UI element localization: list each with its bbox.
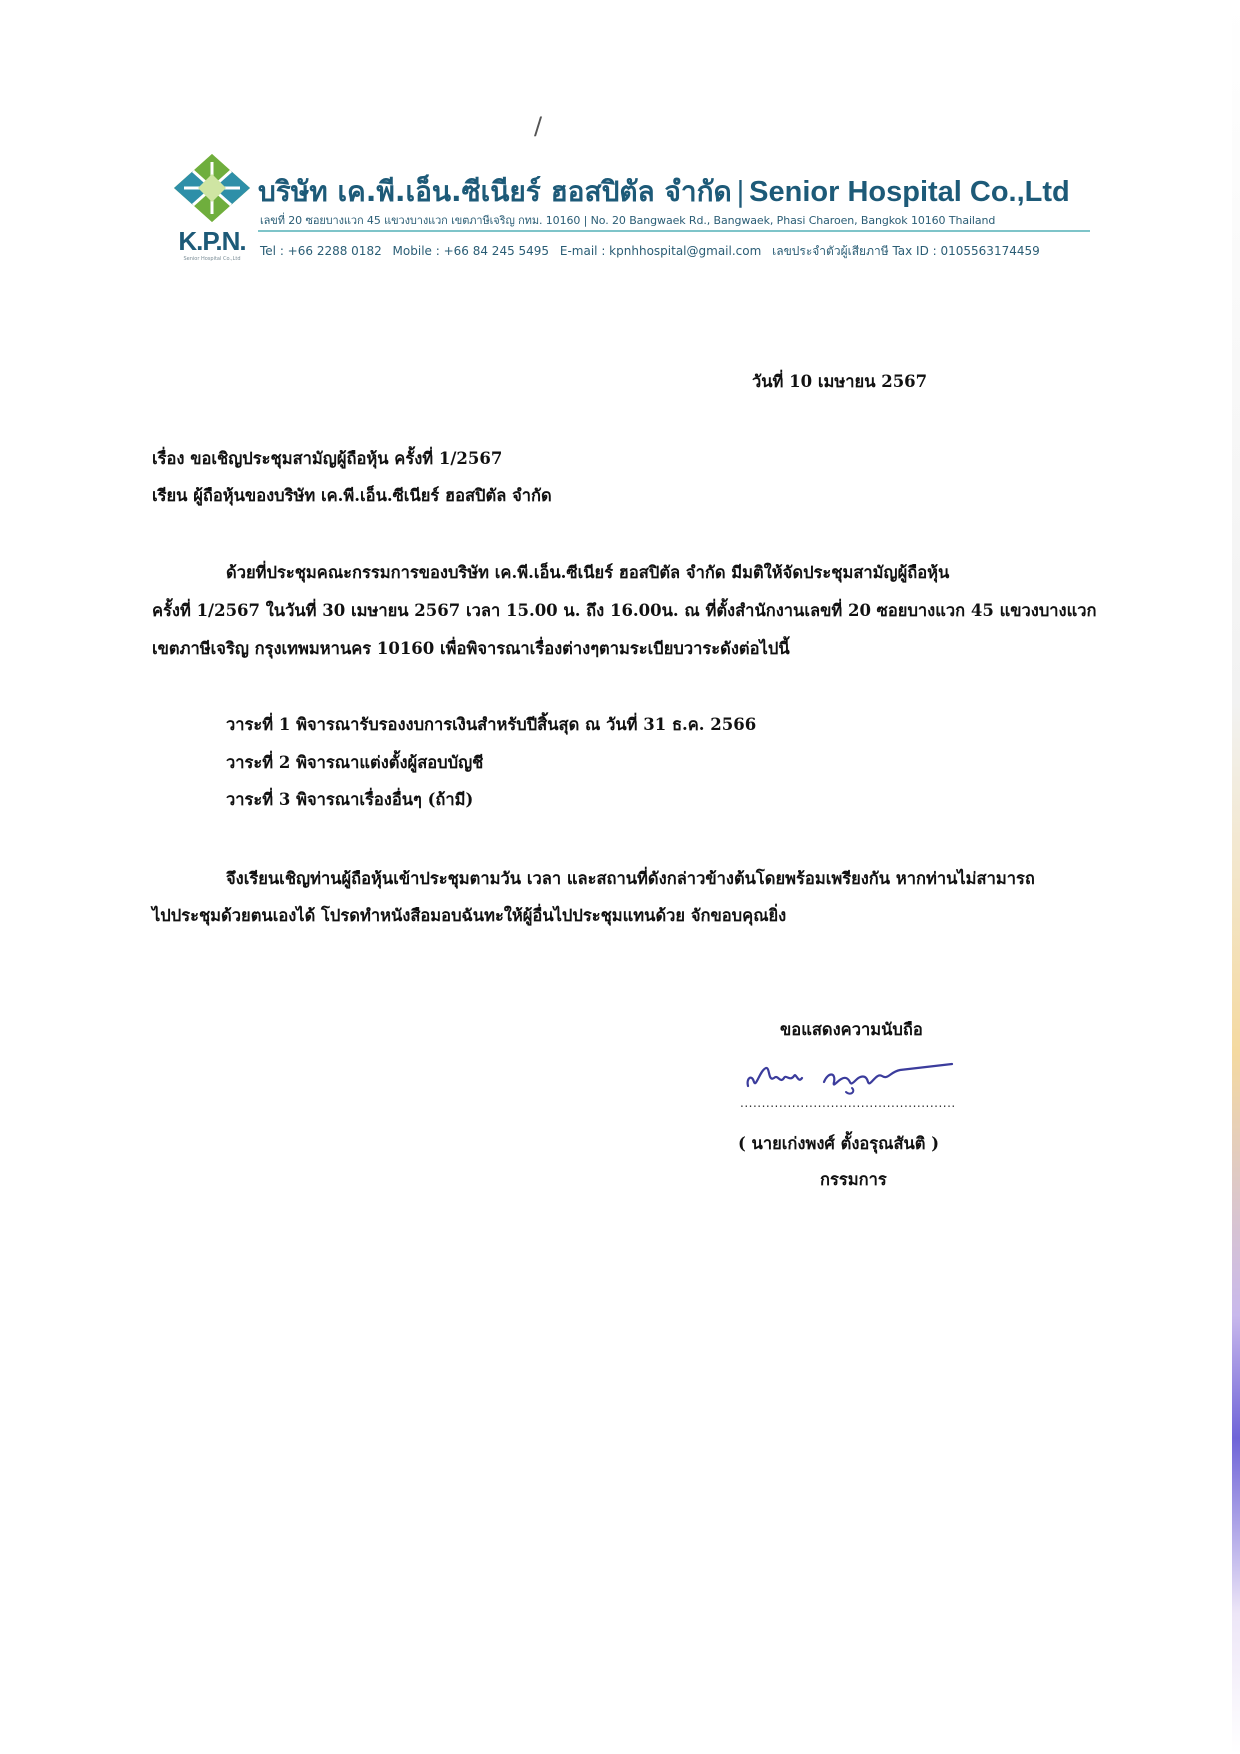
letter-date: วันที่ 10 เมษายน 2567 <box>752 372 928 391</box>
company-address: เลขที่ 20 ซอยบางแวก 45 แขวงบางแวก เขตภาษีเจริญ กทม. 10160 | No. 20 Bangwaek Rd., Bangwaek, Phasi Charoen, Bangkok 10160 Thailand <box>260 214 996 227</box>
tax-id: เลขประจำตัวผู้เสียภาษี Tax ID : 0105563174459 <box>772 244 1040 258</box>
title-separator: | <box>735 175 746 208</box>
closing-phrase: ขอแสดงความนับถือ <box>780 1020 923 1039</box>
agenda-item-3: วาระที่ 3 พิจารณาเรื่องอื่นๆ (ถ้ามี) <box>226 790 474 809</box>
handwritten-slash-mark: / <box>534 112 543 140</box>
letter-subject: เรื่อง ขอเชิญประชุมสามัญผู้ถือหุ้น ครั้งที่ 1/2567 <box>152 449 503 468</box>
company-name-english: Senior Hospital Co.,Ltd <box>749 176 1070 208</box>
signature-line: .................................................. <box>740 1096 956 1110</box>
paragraph-2-line-2: ไปประชุมด้วยตนเองได้ โปรดทำหนังสือมอบฉันทะให้ผู้อื่นไปประชุมแทนด้วย จักขอบคุณยิ่ง <box>152 906 787 925</box>
paragraph-1-line-3: เขตภาษีเจริญ กรุงเทพมหานคร 10160 เพื่อพิจารณาเรื่องต่างๆตามระเบียบวาระดังต่อไปนี้ <box>152 639 790 658</box>
paragraph-1-line-1: ด้วยที่ประชุมคณะกรรมการของบริษัท เค.พี.เอ็น.ซีเนียร์ ฮอสปิตัล จำกัด มีมติให้จัดประชุมสามัญผู้ถือหุ้น <box>226 563 950 582</box>
logo-subtext: Senior Hospital Co.,Ltd <box>183 256 241 262</box>
signer-name: ( นายเก่งพงศ์ ตั้งอรุณสันติ ) <box>738 1134 940 1153</box>
email: E-mail : kpnhhospital@gmail.com <box>559 244 762 258</box>
letter-recipient: เรียน ผู้ถือหุ้นของบริษัท เค.พี.เอ็น.ซีเนียร์ ฮอสปิตัล จำกัด <box>152 486 552 505</box>
agenda-item-2: วาระที่ 2 พิจารณาแต่งตั้งผู้สอบบัญชี <box>226 753 484 772</box>
company-name-thai: บริษัท เค.พี.เอ็น.ซีเนียร์ ฮอสปิตัล จำกัด <box>258 175 732 208</box>
paragraph-1-line-2: ครั้งที่ 1/2567 ในวันที่ 30 เมษายน 2567 เวลา 15.00 น. ถึง 16.00น. ณ ที่ตั้งสำนักงานเลขที่ 20 ซอยบางแวก 45 แขวงบางแวก <box>152 601 1097 620</box>
letterhead-title <box>258 170 1094 214</box>
logo-text: K.P.N. <box>178 226 246 256</box>
company-logo <box>172 152 252 270</box>
company-contact <box>260 242 1047 261</box>
agenda-item-1: วาระที่ 1 พิจารณารับรองงบการเงินสำหรับปีสิ้นสุด ณ วันที่ 31 ธ.ค. 2566 <box>226 715 757 734</box>
logo-diamond-icon <box>172 152 252 224</box>
signer-title: กรรมการ <box>820 1170 887 1189</box>
paragraph-2-line-1: จึงเรียนเชิญท่านผู้ถือหุ้นเข้าประชุมตามวัน เวลา และสถานที่ดังกล่าวข้างต้นโดยพร้อมเพรียงกัน หากท่านไม่สามารถ <box>226 869 1035 888</box>
mobile: Mobile : +66 84 245 5495 <box>392 244 550 258</box>
letterhead-divider <box>258 230 1090 232</box>
handwritten-signature <box>740 1048 970 1098</box>
scan-edge-artifact <box>1232 0 1240 1754</box>
telephone: Tel : +66 2288 0182 <box>260 244 382 258</box>
